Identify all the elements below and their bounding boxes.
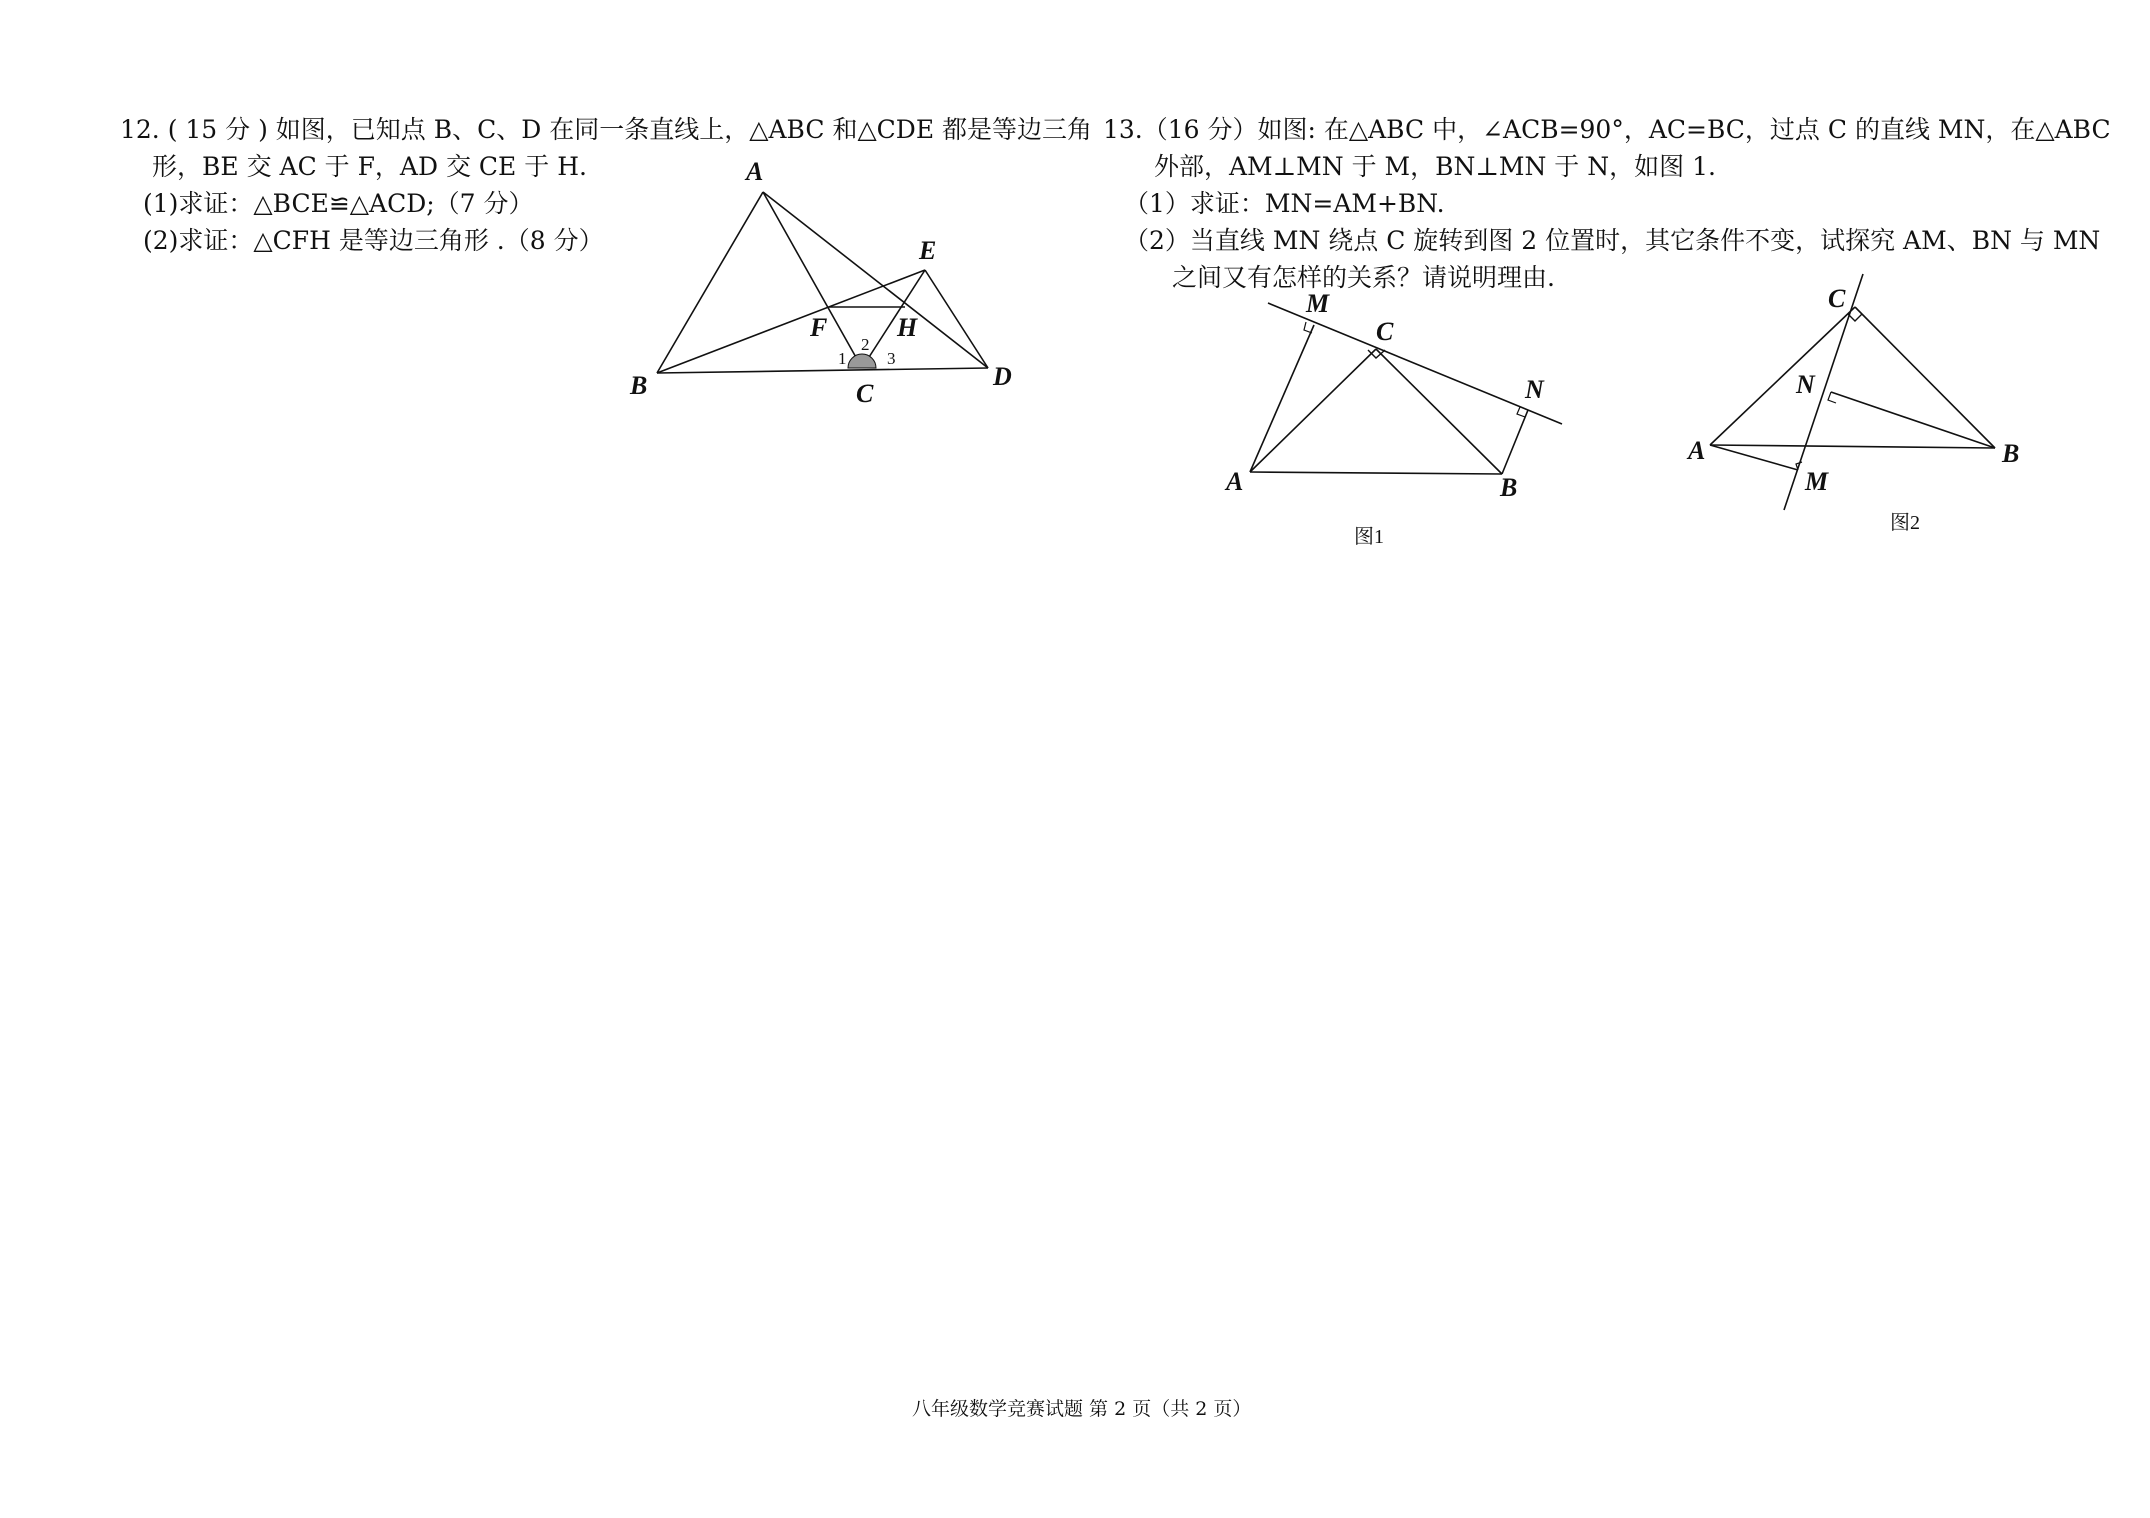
fig1-label-n: N	[1525, 375, 1544, 404]
q13-figure1-lines	[1250, 303, 1562, 474]
label-f: F	[810, 313, 828, 342]
fig1-label-a: A	[1226, 467, 1244, 496]
page-footer: 八年级数学竞赛试题 第 2 页（共 2 页）	[912, 1398, 1252, 1420]
label-c: C	[856, 379, 874, 408]
fig1-caption: 图1	[1354, 526, 1384, 548]
q12-part2: (2)求证：△CFH 是等边三角形 .（8 分）	[143, 226, 604, 255]
q13-part1: （1）求证：MN=AM+BN.	[1124, 189, 1445, 218]
q13-part2-line2: 之间又有怎样的关系？请说明理由.	[1172, 263, 1555, 292]
fig2-label-n: N	[1796, 370, 1815, 399]
angle-arc-c	[848, 354, 876, 368]
q12-line1: 12. ( 15 分 ) 如图，已知点 B、C、D 在同一条直线上，△ABC 和△CDE 都是等边三角	[120, 115, 1093, 144]
label-e: E	[919, 236, 937, 265]
label-a: A	[746, 157, 764, 186]
angle-label-3: 3	[887, 349, 896, 368]
fig1-label-c: C	[1376, 317, 1394, 346]
fig2-label-c: C	[1828, 284, 1846, 313]
q12-part1: (1)求证：△BCE≌△ACD;（7 分）	[143, 189, 534, 218]
fig2-caption: 图2	[1890, 512, 1920, 534]
q13-line1: 13.（16 分）如图: 在△ABC 中，∠ACB=90°，AC=BC，过点 C 的直线 MN，在△ABC	[1103, 115, 2111, 144]
fig2-label-b: B	[2002, 439, 2020, 468]
angle-label-2: 2	[861, 335, 870, 354]
fig1-label-m: M	[1306, 289, 1330, 318]
q13-part2-line1: （2）当直线 MN 绕点 C 旋转到图 2 位置时，其它条件不变，试探究 AM、BN 与 MN	[1124, 226, 2101, 255]
fig2-label-a: A	[1688, 436, 1706, 465]
fig1-label-b: B	[1500, 473, 1518, 502]
label-h: H	[897, 313, 918, 342]
label-b: B	[630, 371, 648, 400]
q13-figure2-lines	[1710, 274, 1995, 510]
angle-label-1: 1	[838, 349, 847, 368]
fig2-label-m: M	[1805, 467, 1829, 496]
label-d: D	[993, 362, 1012, 391]
q13-line2: 外部，AM⊥MN 于 M，BN⊥MN 于 N，如图 1.	[1154, 152, 1716, 181]
q12-line2: 形，BE 交 AC 于 F，AD 交 CE 于 H.	[152, 152, 587, 181]
